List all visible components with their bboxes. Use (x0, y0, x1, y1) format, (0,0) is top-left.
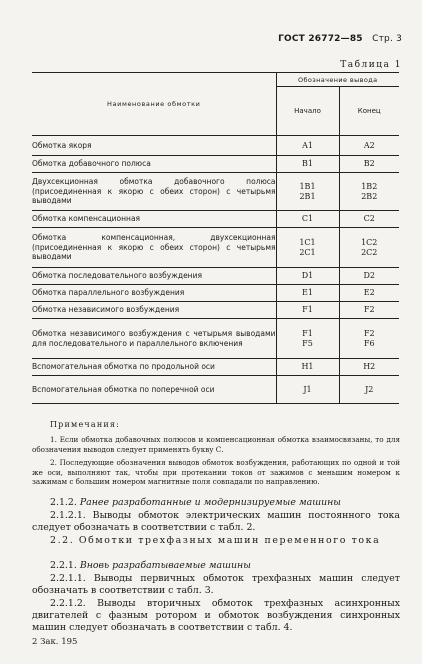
column-header-start: Начало (276, 87, 339, 136)
start-designation-cell: H1 (276, 359, 339, 376)
note-2: 2. Последующие обозначения выводов обмоток возбуждения, работающих по одной и той же оси, выполняют так, чтобы при протекании токов от зажимов с меньшим номером к зажимам с большим номером магнитные поля совпадали по направлению. (32, 458, 400, 487)
winding-name-cell: Обмотка независимого возбуждения с четырьмя выводами для последовательного и параллельного включения (32, 319, 276, 359)
table-row (32, 376, 399, 404)
table-row (32, 156, 399, 173)
end-designation-cell: E2 (339, 285, 399, 302)
section-number: 2.2.1. (50, 560, 77, 571)
paragraph-2-2-1-1: 2.2.1.1. Выводы первичных обмоток трехфазных машин следует обозначать в соответствии с табл. 3. (32, 573, 400, 597)
end-designation-cell: H2 (339, 359, 399, 376)
end-designation-cell: 1B2 2B2 (339, 173, 399, 211)
end-designation-cell: F2 (339, 302, 399, 319)
start-designation-cell: F1 (276, 302, 339, 319)
section-title: Вновь разрабатываемые машины (79, 560, 251, 571)
winding-name-cell: Обмотка параллельного возбуждения (32, 285, 276, 302)
table-row (32, 268, 399, 285)
page-header (0, 34, 402, 44)
column-header-end: Конец (339, 87, 399, 136)
start-designation-cell: B1 (276, 156, 339, 173)
table-row (32, 136, 399, 156)
paragraph-2-1-2-1: 2.1.2.1. Выводы обмоток электрических машин постоянного тока следует обозначать в соответствии с табл. 2. (32, 510, 400, 534)
end-designation-cell: A2 (339, 136, 399, 156)
winding-name-cell: Вспомогательная обмотка по поперечной оси (32, 376, 276, 404)
column-header-name: Наименование обмотки (32, 73, 276, 136)
notes-title: Примечания: (50, 420, 121, 429)
table-row (32, 228, 399, 268)
winding-name-cell: Обмотка независимого возбуждения (32, 302, 276, 319)
start-designation-cell: 1C1 2C1 (276, 228, 339, 268)
standard-number: ГОСТ 26772—85 (278, 34, 363, 44)
winding-name-cell: Двухсекционная обмотка добавочного полюса (присоединенная к якорю с обеих сторон) с четырьмя выводами (32, 173, 276, 211)
table-row (32, 173, 399, 211)
end-designation-cell: D2 (339, 268, 399, 285)
winding-name-cell: Обмотка компенсационная, двухсекционная (присоединенная к якорю с обеих сторон) с четырьмя выводами (32, 228, 276, 268)
start-designation-cell: A1 (276, 136, 339, 156)
start-designation-cell: J1 (276, 376, 339, 404)
section-title: Ранее разработанные и модернизируемые машины (79, 497, 341, 508)
section-number: 2.1.2. (50, 497, 77, 508)
section-2-2-1 (32, 560, 400, 572)
winding-name-cell: Обмотка последовательного возбуждения (32, 268, 276, 285)
column-header-designation: Обозначение вывода (276, 73, 399, 87)
table-caption: Таблица 1 (340, 60, 402, 70)
start-designation-cell: E1 (276, 285, 339, 302)
page-number: Стр. 3 (372, 34, 402, 44)
table-body (32, 136, 399, 404)
start-designation-cell: F1 F5 (276, 319, 339, 359)
table-row (32, 211, 399, 228)
winding-name-cell: Обмотка якоря (32, 136, 276, 156)
end-designation-cell: J2 (339, 376, 399, 404)
table-row (32, 359, 399, 376)
table-row (32, 302, 399, 319)
designation-table (32, 72, 399, 404)
section-2-2: 2.2. Обмотки трехфазных машин переменного тока (50, 535, 381, 546)
paragraph-2-2-1-2: 2.2.1.2. Выводы вторичных обмоток трехфазных асинхронных двигателей с фазным ротором и обмоток возбуждения синхронных машин следует обозначать в соответствии с табл. 4. (32, 598, 400, 634)
winding-name-cell: Обмотка компенсационная (32, 211, 276, 228)
end-designation-cell: 1C2 2C2 (339, 228, 399, 268)
end-designation-cell: C2 (339, 211, 399, 228)
winding-name-cell: Вспомогательная обмотка по продольной оси (32, 359, 276, 376)
end-designation-cell: F2 F6 (339, 319, 399, 359)
footer-order-number: 2 Зак. 195 (32, 637, 78, 647)
start-designation-cell: C1 (276, 211, 339, 228)
start-designation-cell: 1B1 2B1 (276, 173, 339, 211)
table-row (32, 285, 399, 302)
start-designation-cell: D1 (276, 268, 339, 285)
note-1: 1. Если обмотка добавочных полюсов и компенсационная обмотка взаимосвязаны, то для обозначения выводов следует применять букву С. (32, 435, 400, 454)
winding-name-cell: Обмотка добавочного полюса (32, 156, 276, 173)
section-2-1-2 (32, 497, 400, 509)
end-designation-cell: B2 (339, 156, 399, 173)
table-row (32, 319, 399, 359)
